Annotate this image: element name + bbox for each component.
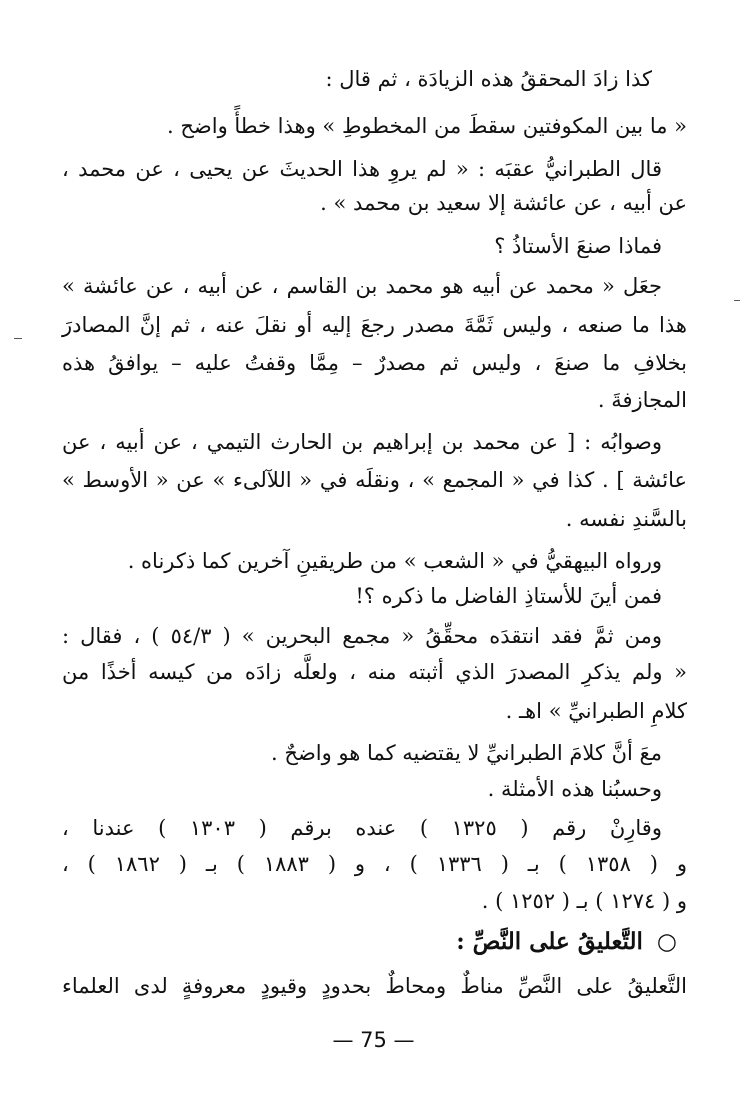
text-line-6: جعَل « محمد عن أبيه هو محمد بن القاسم ، عن أبيه ، عن عائشة »	[62, 274, 662, 298]
text-line-5: فماذا صنعَ الأستاذُ ؟	[494, 234, 662, 258]
text-line-11: عائشة ] . كذا في « المجمع » ، ونقلَه في « اللآلىء » عن « الأوسط »	[62, 468, 687, 492]
text-line-15: ومن ثمَّ فقد انتقدَه محقِّقُ « مجمع البحرين » ( ٥٤/٣ ) ، فقال :	[62, 624, 662, 648]
text-line-24: التَّعليقُ على النَّصِّ مناطٌ ومحاطٌ بحدودٍ وقيودٍ معروفةٍ لدى العلماء	[62, 974, 687, 998]
margin-mark	[734, 300, 740, 301]
text-line-16: « ولم يذكرِ المصدرَ الذي أثبته منه ، ولعلَّه زادَه من كيسه أخذًا من	[62, 660, 687, 684]
text-line-1: كذا زادَ المحققُ هذه الزيادَة ، ثم قال :	[325, 67, 652, 91]
text-line-18: معَ أنَّ كلامَ الطبرانيِّ لا يقتضيه كما هو واضحٌ .	[271, 741, 662, 765]
text-line-19: وحسبُنا هذه الأمثلة .	[487, 777, 662, 801]
text-line-8: بخلافِ ما صنعَ ، وليس ثم مصدرٌ – مِمَّا وقفتُ عليه – يوافقُ هذه	[62, 351, 687, 375]
text-line-20: وقارِنْ رقم ( ١٣٢٥ ) عنده برقم ( ١٣٠٣ ) عندنا ،	[62, 816, 662, 840]
text-line-3: قال الطبرانيُّ عقبَه : « لم يروِ هذا الحديثَ عن يحيى ، عن محمد ،	[62, 157, 662, 181]
page-number: — 75 —	[332, 1028, 415, 1052]
text-line-13: ورواه البيهقيُّ في « الشعب » من طريقينِ آخرين كما ذكرناه .	[127, 549, 662, 573]
text-line-17: كلامِ الطبرانيِّ » اهـ .	[505, 699, 687, 723]
text-line-12: بالسَّندِ نفسه .	[565, 507, 687, 531]
section-heading-text: التَّعليقُ على النَّصِّ :	[456, 928, 643, 955]
text-line-9: المجازفةَ .	[597, 388, 687, 412]
text-line-7: هذا ما صنعه ، وليس ثَمَّةَ مصدر رجعَ إليه أو نقلَ عنه ، ثم إنَّ المصادرَ	[62, 313, 687, 337]
text-line-22: و ( ١٢٧٤ ) بـ ( ١٢٥٢ ) .	[481, 889, 687, 913]
text-line-21: و ( ١٣٥٨ ) بـ ( ١٣٣٦ ) ، و ( ١٨٨٣ ) بـ ( ١٨٦٢ ) ،	[62, 852, 687, 876]
text-line-4: عن أبيه ، عن عائشة إلا سعيد بن محمد » .	[320, 191, 687, 215]
margin-mark	[14, 338, 22, 339]
circle-bullet-icon: ○	[656, 929, 677, 955]
text-line-2: « ما بين المكوفتين سقطَ من المخطوطِ » وهذا خطأً واضح .	[167, 114, 687, 138]
section-heading	[60, 928, 677, 956]
text-line-10: وصوابُه : [ عن محمد بن إبراهيم بن الحارث التيمي ، عن أبيه ، عن	[62, 430, 662, 454]
text-line-14: فمن أينَ للأستاذِ الفاضل ما ذكره ؟!	[355, 584, 662, 608]
